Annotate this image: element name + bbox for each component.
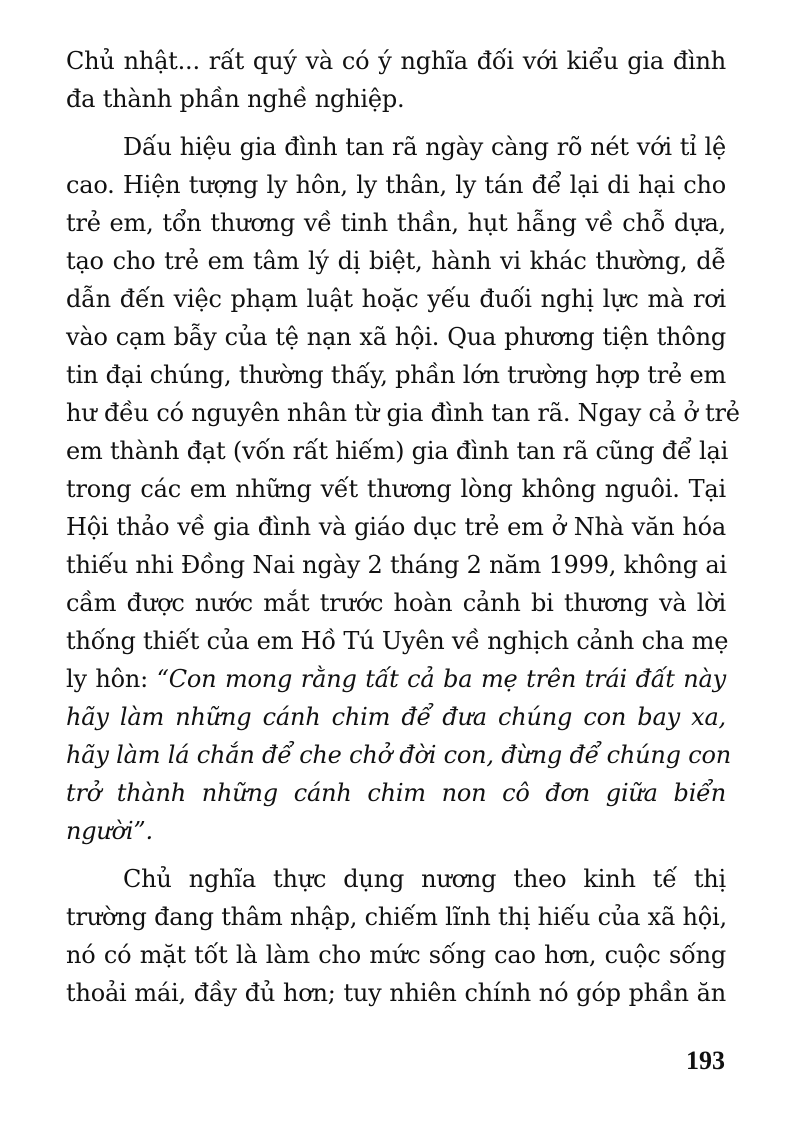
book-page-body [66, 42, 740, 1012]
text-line: cầm được nước mắt trước hoàn cảnh bi thương và lời [66, 589, 726, 617]
quote-intro: ly hôn: [66, 665, 157, 693]
text-line: Dấu hiệu gia đình tan rã ngày càng rõ nét với tỉ lệ [123, 133, 726, 161]
text-line: tạo cho trẻ em tâm lý dị biệt, hành vi khác thường, dễ [66, 247, 726, 275]
text-line: nó có mặt tốt là làm cho mức sống cao hơn, cuộc sống [66, 941, 726, 969]
paragraph-pragmatism [66, 860, 726, 1012]
text-line: đa thành phần nghề nghiệp. [66, 85, 405, 113]
text-line: trường đang thâm nhập, chiếm lĩnh thị hiếu của xã hội, [66, 903, 727, 931]
text-line: tin đại chúng, thường thấy, phần lớn trường hợp trẻ em [66, 361, 727, 389]
text-line: hư đều có nguyên nhân từ gia đình tan rã. Ngay cả ở trẻ [66, 399, 740, 427]
text-line: thống thiết của em Hồ Tú Uyên về nghịch cảnh cha mẹ [66, 627, 729, 655]
quote-line: hãy làm lá chắn để che chở đời con, đừng để chúng con [66, 741, 731, 769]
quote-text: “Con mong rằng tất cả ba mẹ trên trái đất này [156, 665, 727, 693]
paragraph-family-breakdown [66, 128, 740, 850]
text-line: dẫn đến việc phạm luật hoặc yếu đuối nghị lực mà rơi [66, 285, 726, 313]
text-line: trong các em những vết thương lòng không nguôi. Tại [66, 475, 726, 503]
quote-line: trở thành những cánh chim non cô đơn giữa biển [66, 779, 726, 807]
text-line: Hội thảo về gia đình và giáo dục trẻ em ở Nhà văn hóa [66, 513, 726, 541]
text-line: em thành đạt (vốn rất hiếm) gia đình tan rã cũng để lại [66, 437, 729, 465]
quote-line: hãy làm những cánh chim để đưa chúng con bay xa, [66, 703, 726, 731]
quote-line: người”. [66, 817, 153, 845]
text-line: Chủ nhật... rất quý và có ý nghĩa đối với kiểu gia đình [66, 47, 726, 75]
paragraph-continuation [66, 42, 726, 118]
text-line: thoải mái, đầy đủ hơn; tuy nhiên chính nó góp phần ăn [66, 979, 726, 1007]
text-line: cao. Hiện tượng ly hôn, ly thân, ly tán để lại di hại cho [66, 171, 726, 199]
text-line: thiếu nhi Đồng Nai ngày 2 tháng 2 năm 1999, không ai [66, 551, 727, 579]
text-line: Chủ nghĩa thực dụng nương theo kinh tế thị [123, 865, 726, 893]
text-line: trẻ em, tổn thương về tinh thần, hụt hẫng về chỗ dựa, [66, 209, 726, 237]
page-number: 193 [686, 1046, 725, 1075]
text-line: vào cạm bẫy của tệ nạn xã hội. Qua phương tiện thông [66, 323, 726, 351]
text-line-quote-start [66, 660, 726, 698]
